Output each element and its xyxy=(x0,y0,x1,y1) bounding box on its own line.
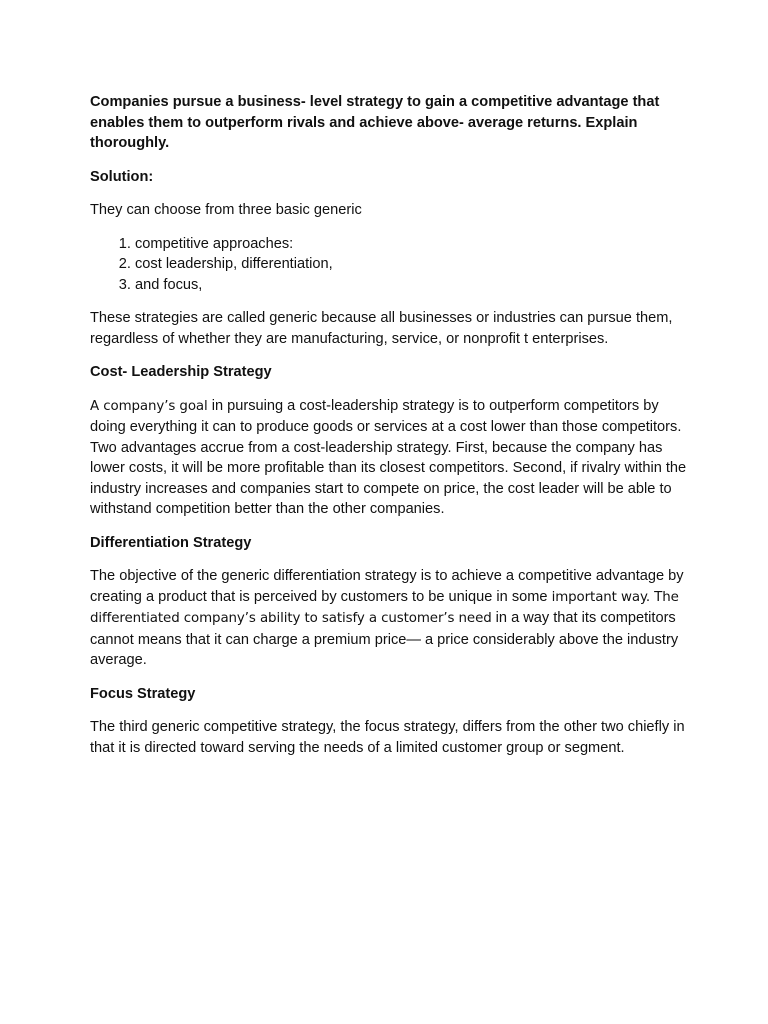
list-item: 1. competitive approaches: xyxy=(135,234,690,255)
section-body-end: in a way that its competitors cannot means that it can charge a premium price— a price considerably above the industry average. xyxy=(90,610,679,668)
list-item: 2. cost leadership, differentiation, xyxy=(135,254,690,275)
section-heading-cost-leadership: Cost- Leadership Strategy xyxy=(90,364,272,380)
section-heading-focus: Focus Strategy xyxy=(90,685,196,702)
section-middle-text: important way. The differentiated company’s ability to satisfy a customer’s need xyxy=(90,589,679,626)
generic-paragraph: These strategies are called generic because all businesses or industries can pursue them, regardless of whether they are manufacturing, service, or nonprofit t enterprises. xyxy=(90,310,673,347)
solution-heading: Solution: xyxy=(90,168,154,185)
section-body-cost-leadership xyxy=(90,396,690,520)
list-item: 3. and focus, xyxy=(135,275,690,296)
section-body-focus: The third generic competitive strategy, the focus strategy, differs from the other two chiefly in that it is directed toward serving the needs of a limited customer group or segment. xyxy=(90,719,685,756)
section-body-differentiation xyxy=(90,566,690,671)
section-body-start: The objective of the generic differentiation strategy is to achieve a competitive advantage by creating a product that is perceived by customers to be unique in some xyxy=(90,568,684,605)
section-body-text: in pursuing a cost-leadership strategy is to outperform competitors by doing everything it can to produce goods or services at a cost lower than those competitors. Two advantages accrue from a cost-leadership strategy. First, because the company has lower costs, it will be more profitable than its closest competitors. Second, if rivalry within the industry increases and companies start to compete on price, the cost leader will be able to withstand competition better than the other companies. xyxy=(90,397,687,517)
approach-list xyxy=(90,234,690,296)
question-text: Companies pursue a business- level strategy to gain a competitive advantage that enables them to outperform rivals and achieve above- average returns. Explain thoroughly. xyxy=(90,94,660,151)
document-body xyxy=(90,92,690,771)
section-heading-differentiation: Differentiation Strategy xyxy=(90,534,252,551)
section-lead-text: A company’s goal xyxy=(90,398,208,414)
intro-text: They can choose from three basic generic xyxy=(90,202,362,218)
